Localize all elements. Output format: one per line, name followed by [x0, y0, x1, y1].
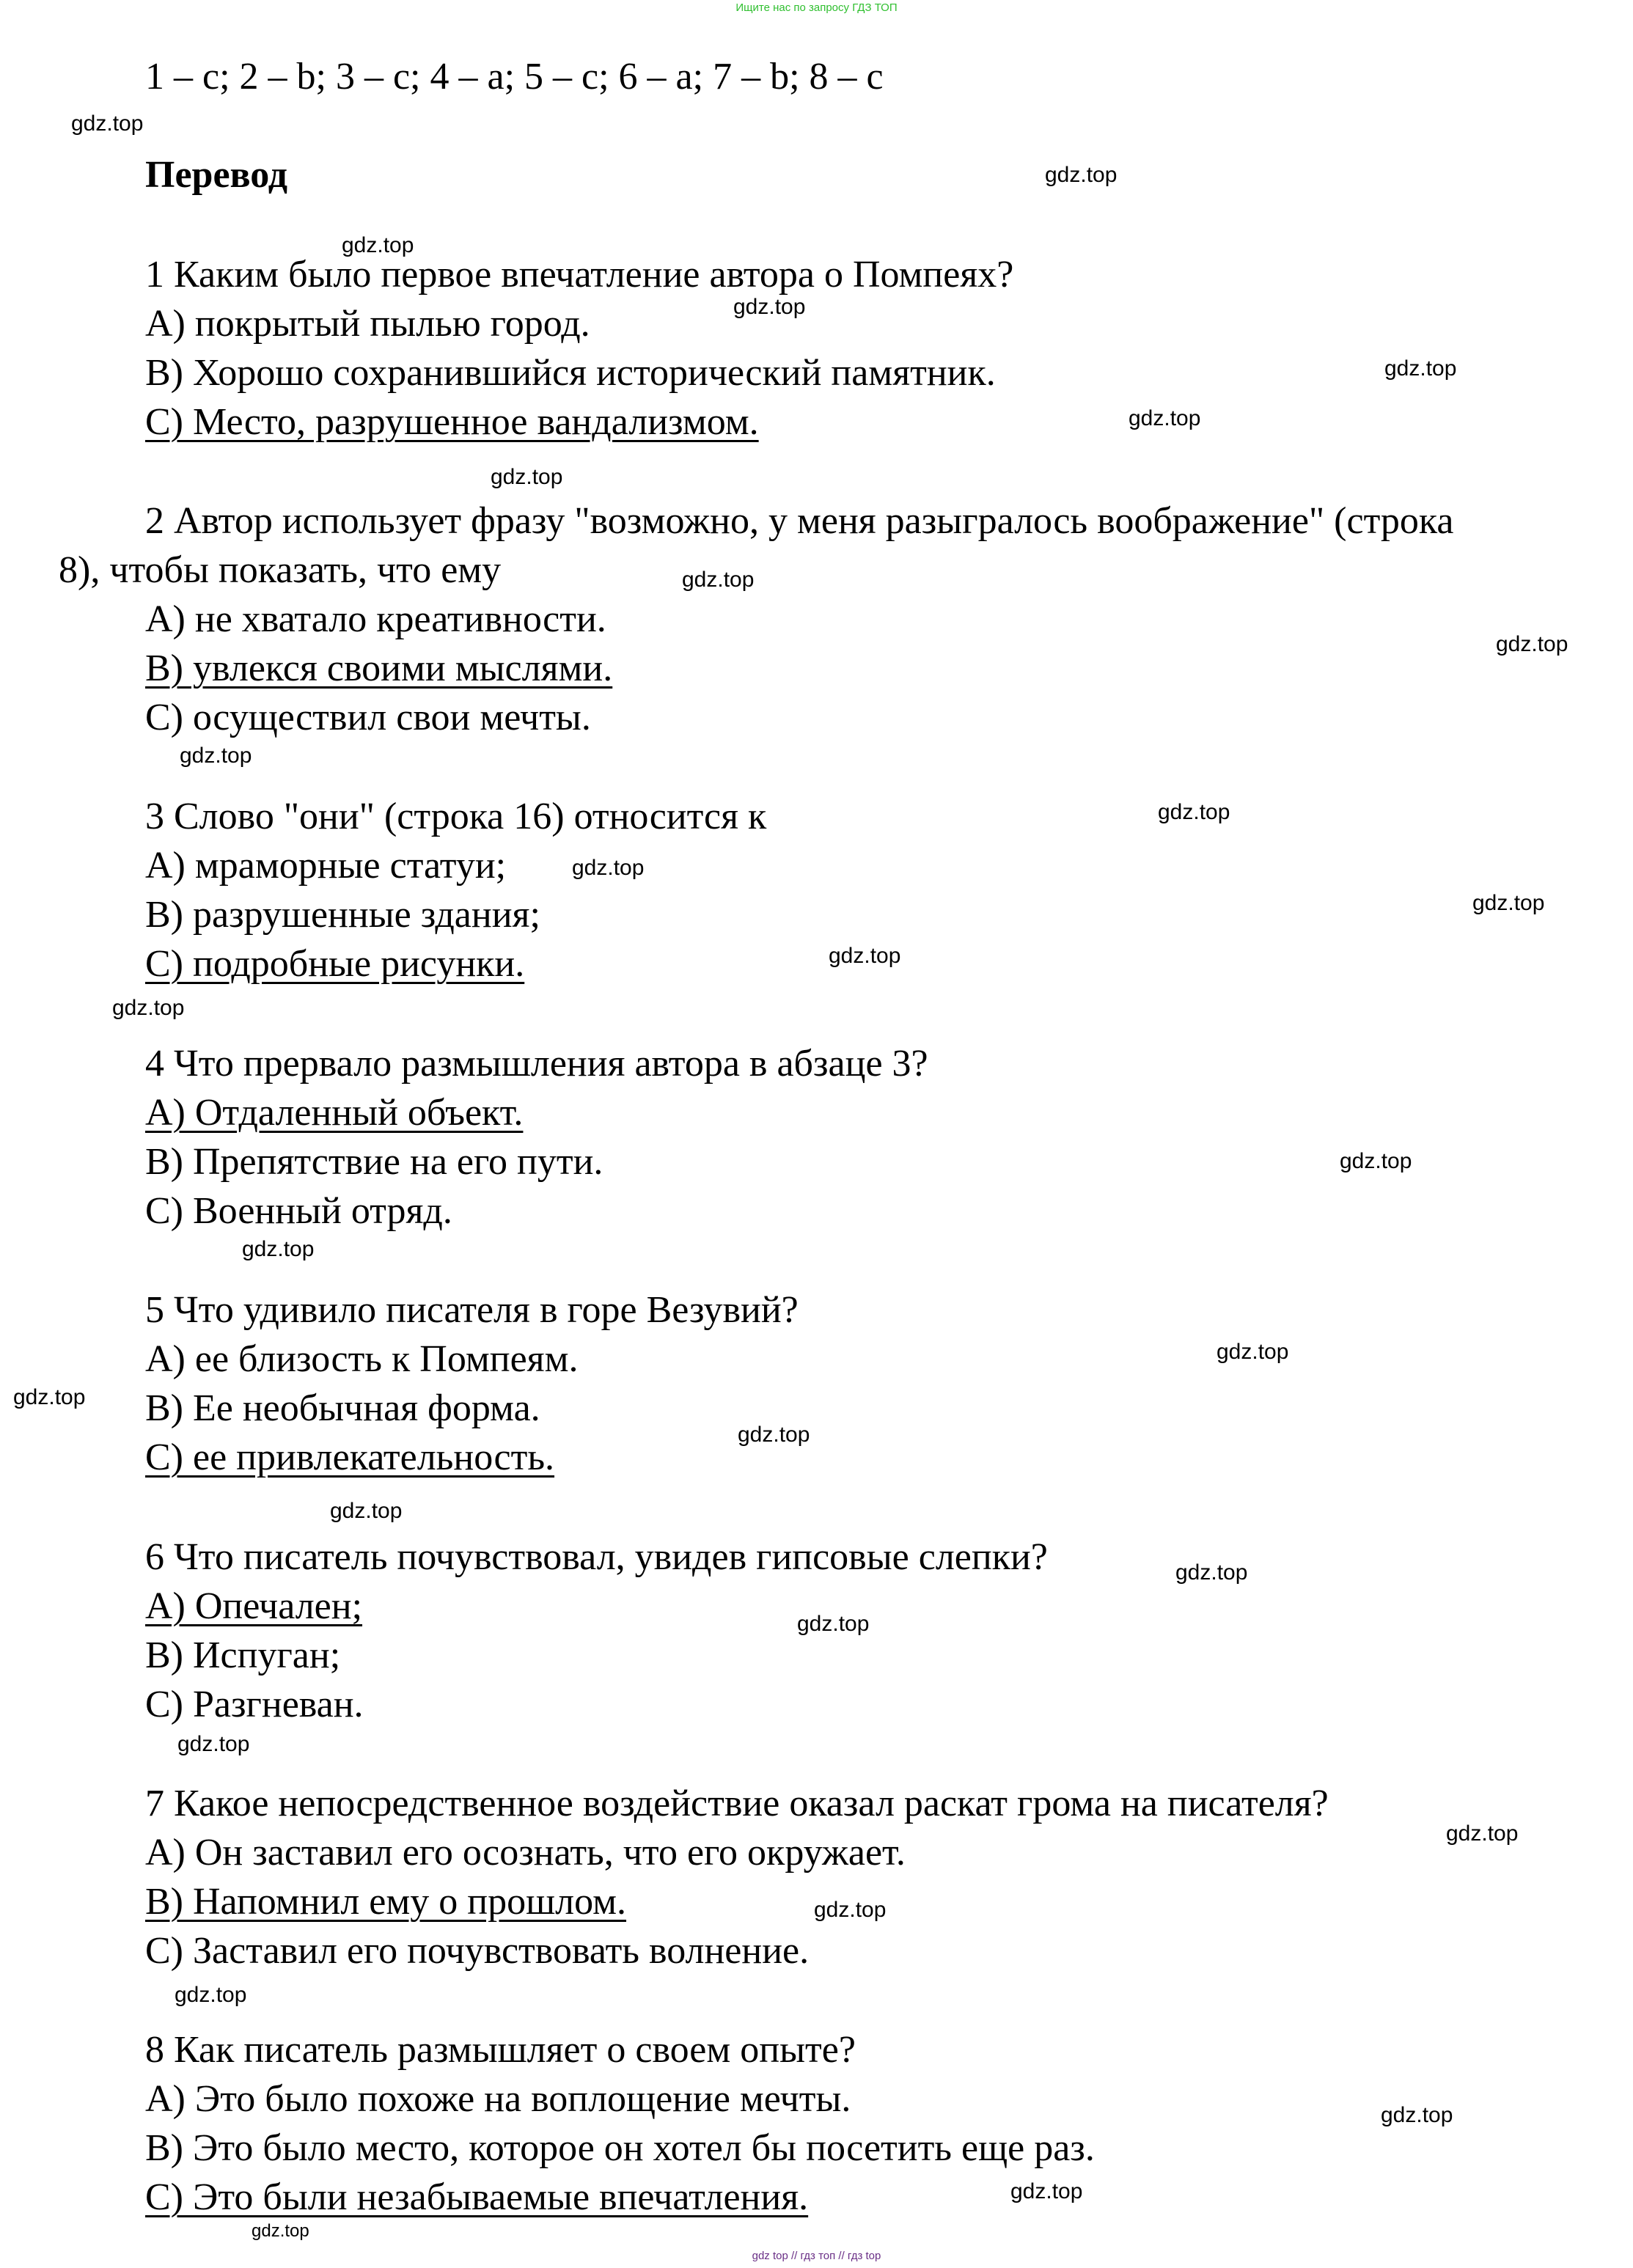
answer-key: 1 – c; 2 – b; 3 – c; 4 – a; 5 – c; 6 – a; 7 – b; 8 – c [145, 56, 884, 98]
watermark: gdz.top [1472, 891, 1545, 915]
question-8: 8 Как писатель размышляет о своем опыте? [145, 2029, 856, 2071]
q7-option-b: B) Напомнил ему о прошлом. [145, 1881, 627, 1923]
watermark: gdz.top [1217, 1340, 1289, 1364]
top-banner: Ищите нас по запросу ГДЗ ТОП [735, 1, 898, 14]
q3-option-c: C) подробные рисунки. [145, 943, 525, 985]
watermark: gdz.top [1010, 2179, 1083, 2203]
question-3: 3 Слово "они" (строка 16) относится к [145, 796, 767, 837]
watermark: gdz.top [733, 295, 806, 319]
question-7: 7 Какое непосредственное воздействие оказал раскат грома на писателя? [145, 1783, 1329, 1824]
watermark: gdz.top [1129, 406, 1201, 430]
watermark: gdz.top [330, 1499, 403, 1523]
watermark: gdz.top [177, 1732, 250, 1756]
watermark: gdz.top [180, 744, 252, 768]
section-title: Перевод [145, 154, 288, 196]
q1-option-c: C) Место, разрушенное вандализмом. [145, 401, 759, 443]
watermark: gdz.top [175, 1983, 247, 2007]
q2-option-a: A) не хватало креативности. [145, 598, 606, 640]
watermark: gdz.top [71, 111, 144, 136]
watermark: gdz.top [252, 2221, 309, 2241]
watermark: gdz.top [1446, 1821, 1519, 1846]
watermark: gdz.top [491, 465, 563, 489]
question-2-line-1: 2 Автор использует фразу "возможно, у меня разыгралось воображение" (строка [145, 500, 1454, 542]
q2-option-c: C) осуществил свои мечты. [145, 697, 591, 738]
watermark: gdz.top [1045, 163, 1118, 187]
watermark: gdz.top [112, 996, 185, 1020]
q5-option-c: C) ее привлекательность. [145, 1436, 555, 1478]
question-4: 4 Что прервало размышления автора в абзаце 3? [145, 1043, 928, 1085]
q8-option-b: B) Это было место, которое он хотел бы посетить еще раз. [145, 2127, 1095, 2169]
q5-option-b: B) Ее необычная форма. [145, 1387, 540, 1429]
q3-option-b: B) разрушенные здания; [145, 894, 540, 936]
q6-option-c: C) Разгневан. [145, 1684, 364, 1725]
q7-option-a: A) Он заставил его осознать, что его окружает. [145, 1832, 906, 1874]
watermark: gdz.top [682, 568, 755, 592]
q4-option-a: A) Отдаленный объект. [145, 1092, 524, 1134]
watermark: gdz.top [1496, 632, 1568, 656]
question-5: 5 Что удивило писателя в горе Везувий? [145, 1289, 799, 1331]
q5-option-a: A) ее близость к Помпеям. [145, 1338, 579, 1380]
watermark: gdz.top [572, 856, 645, 880]
q6-option-b: B) Испуган; [145, 1634, 341, 1676]
watermark: gdz.top [1384, 356, 1457, 381]
watermark: gdz.top [1381, 2103, 1453, 2127]
q8-option-a: A) Это было похоже на воплощение мечты. [145, 2078, 851, 2120]
watermark: gdz.top [814, 1898, 887, 1922]
q4-option-c: C) Военный отряд. [145, 1190, 452, 1232]
watermark: gdz.top [1158, 800, 1230, 824]
watermark: gdz.top [342, 233, 414, 257]
q7-option-c: C) Заставил его почувствовать волнение. [145, 1930, 810, 1972]
question-6: 6 Что писатель почувствовал, увидев гипсовые слепки? [145, 1536, 1048, 1578]
watermark: gdz.top [1340, 1149, 1412, 1173]
watermark: gdz.top [738, 1423, 810, 1447]
question-2-line-2: 8), чтобы показать, что ему [59, 549, 502, 591]
watermark: gdz.top [829, 944, 901, 968]
watermark: gdz.top [13, 1385, 86, 1409]
question-1: 1 Каким было первое впечатление автора о Помпеях? [145, 254, 1014, 296]
q8-option-c: C) Это были незабываемые впечатления. [145, 2176, 809, 2218]
watermark: gdz.top [1175, 1560, 1248, 1585]
q1-option-b: B) Хорошо сохранившийся исторический памятник. [145, 352, 996, 394]
q3-option-a: A) мраморные статуи; [145, 845, 507, 887]
q4-option-b: B) Препятствие на его пути. [145, 1141, 603, 1183]
footer: gdz top // гдз топ // гдз top [752, 2250, 881, 2262]
q6-option-a: A) Опечален; [145, 1585, 363, 1627]
watermark: gdz.top [797, 1612, 870, 1636]
q2-option-b: B) увлекся своими мыслями. [145, 647, 613, 689]
watermark: gdz.top [242, 1237, 315, 1261]
q1-option-a: A) покрытый пылью город. [145, 303, 590, 345]
